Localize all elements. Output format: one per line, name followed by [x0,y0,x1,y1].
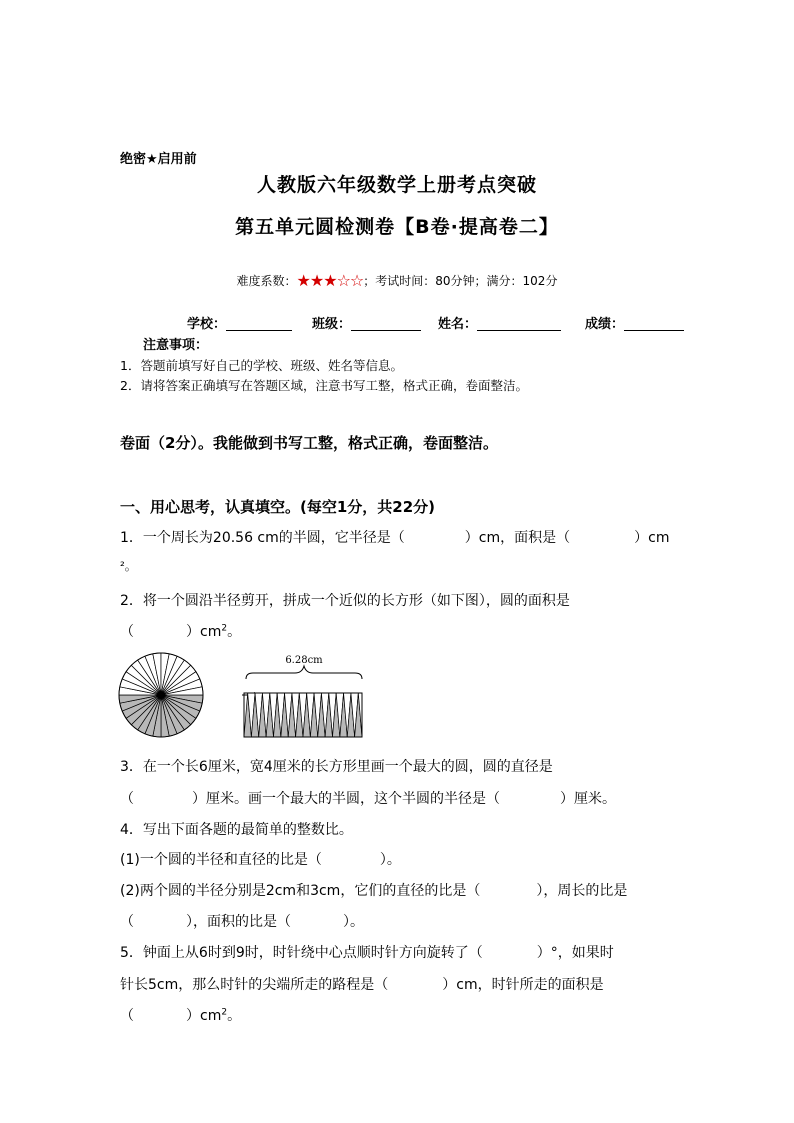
superscript: 2 [221,623,228,634]
question-text: （ [120,914,134,930]
neatness-section: 卷面（2分）。我能做到书写工整，格式正确，卷面整洁。 [120,434,498,452]
question-text: ），面积的比是（ [186,914,291,930]
class-field [312,313,421,332]
name-blank[interactable] [477,316,561,331]
class-label: 班级： [312,317,352,332]
question-5-cont [120,974,604,994]
exam-meta [0,271,794,290]
question-text: ）厘米。 [560,791,616,807]
approx-rectangle [244,693,362,737]
question-text: ）°，如果时 [536,945,614,961]
question-text: ）。 [343,914,364,930]
difficulty-label: 难度系数： [236,274,297,288]
circle-to-rectangle-figure [118,650,378,745]
question-3-cont [120,788,616,808]
question-text: ）cm [186,624,222,640]
question-text: （ [120,624,134,640]
superscript: 2 [221,1007,228,1018]
question-text: ）cm，时针所走的面积是 [442,977,604,993]
score-field [585,313,684,332]
page-subtitle: 第五单元圆检测卷【B卷·提高卷二】 [235,216,559,238]
star-filled-icon: ★★★ [296,271,337,290]
school-blank[interactable] [226,316,292,331]
question-text: 1．一个周长为20.56 cm的半圆，它半径是（ [120,530,405,546]
question-4-2-cont [120,911,364,931]
school-field [187,313,292,332]
question-4: 4．写出下面各题的最简单的整数比。 [120,822,353,838]
score-label: 成绩： [585,317,625,332]
question-text: (2)两个圆的半径分别是2cm和3cm，它们的直径的比是（ [120,883,481,899]
score-blank[interactable] [624,316,684,331]
question-text: ）cm [186,1008,222,1024]
exam-time-score: ；考试时间：80分钟；满分：102分 [363,274,558,288]
question-text: ）cm [634,530,670,546]
question-text: ）厘米。画一个最大的半圆，这个半圆的半径是（ [192,791,500,807]
divided-circle [119,653,203,737]
question-3: 3．在一个长6厘米，宽4厘米的长方形里画一个最大的圆，圆的直径是 [120,759,553,775]
name-field [438,313,561,332]
question-text: 。 [227,1008,242,1024]
question-text: ）cm，面积是（ [464,530,571,546]
question-text: 。 [227,624,242,640]
question-5 [120,942,614,962]
question-text: 5．钟面上从6时到9时，时针绕中心点顺时针方向旋转了（ [120,945,483,961]
question-1-cont: ²。 [120,559,137,573]
width-brace [246,666,362,679]
page-title: 人教版六年级数学上册考点突破 [256,174,537,196]
notice-title: 注意事项： [143,338,209,353]
school-label: 学校： [187,317,227,332]
class-blank[interactable] [351,316,421,331]
question-text: ），周长的比是 [536,883,628,899]
secret-label: 绝密★启用前 [120,152,197,167]
width-label: 6.28cm [285,655,323,666]
section-1-heading: 一、用心思考，认真填空。(每空1分，共22分) [120,498,436,516]
question-5-answer [120,1005,241,1025]
star-empty-icon: ☆☆ [336,271,364,290]
question-text: (1)一个圆的半径和直径的比是（ [120,852,322,868]
question-2: 2．将一个圆沿半径剪开，拼成一个近似的长方形（如下图），圆的面积是 [120,593,570,609]
question-text: （ [120,1008,134,1024]
notice-rule-2: 2．请将答案正确填写在答题区域，注意书写工整，格式正确，卷面整洁。 [120,378,528,393]
question-text: 针长5cm，那么时针的尖端所走的路程是（ [120,977,389,993]
notice-rule-1: 1．答题前填写好自己的学校、班级、姓名等信息。 [120,358,403,373]
question-4-2 [120,880,627,900]
difficulty-stars [297,271,364,290]
question-text: （ [120,791,134,807]
name-label: 姓名： [438,317,478,332]
question-1 [120,527,669,547]
question-4-1 [120,849,401,869]
question-2-answer [120,621,241,641]
question-text: ）。 [379,852,401,868]
